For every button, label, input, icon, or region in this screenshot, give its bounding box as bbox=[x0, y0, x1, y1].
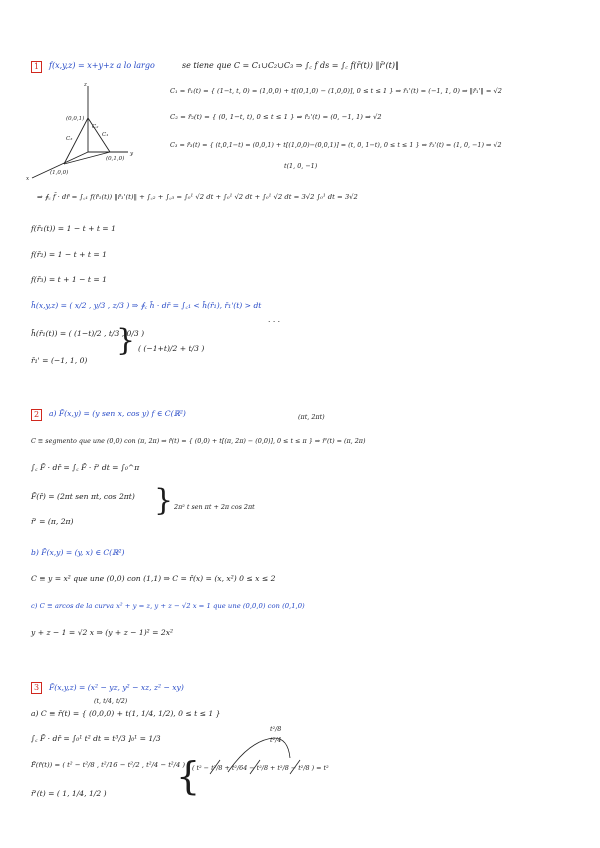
problem-3-integral: ∫꜀ F̄ · dr̄ = ∫₀¹ t² dt = t³/3 ]₀¹ = 1/3 bbox=[31, 734, 161, 743]
parabola-definition: C ≡ y = x² que une (0,0) con (1,1) ⇒ C = r̄(x) = (x, x²) 0 ≤ x ≤ 2 bbox=[31, 574, 276, 583]
problem-3-F-of-r: F̄(r̄(t)) = ( t² − t²/8 , t²/16 − t²/2 , t²/4 − t²/4 ) bbox=[31, 761, 186, 769]
segment-definition: C ≡ segmento que une (0,0) con (π, 2π) ⇒ r̄(t) = { (0,0) + t[(π, 2π) − (0,0)], 0 ≤ t ≤ π } ⇒ r̄'(t) = (π, 2π) bbox=[31, 437, 366, 445]
label-c2: C₂ bbox=[92, 124, 99, 130]
c1-definition: C₁ = r̄₁(t) = { (1−t, t, 0) = (1,0,0) + t[(0,1,0) − (1,0,0)], 0 ≤ t ≤ 1 } ⇒ r̄₁'(t) = (−1, 1, 0) ⇒ ‖r̄₁'‖ = √2 bbox=[170, 87, 502, 95]
line-integral-sum: ⇒ ∮꜀ f̄ · dr̄ = ∫꜀₁ f(r̄₁(t)) ‖r̄₁'(t)‖ + ∫꜀₂ + ∫꜀₃ = ∫₀¹ √2 dt + ∫₀¹ √2 dt + ∫₀¹ √2 dt = 3√2 ∫₀¹ dt = 3√2 bbox=[37, 193, 358, 201]
h-r1: h̄(r̄₁(t)) = ( (1−t)/2 , t/3 , 0/3 ) bbox=[31, 329, 145, 338]
label-c1: C₁ bbox=[102, 132, 109, 138]
brace-3: { bbox=[176, 754, 201, 798]
problem-2-number: 2 bbox=[31, 409, 42, 421]
c3-definition: C₃ = r̄₃(t) = { (t,0,1−t) = (0,0,1) + t[(1,0,0)−(0,0,1)] = (t, 0, 1−t), 0 ≤ t ≤ 1 } ⇒ r̄₃'(t) = (1, 0, −1) ⇒ √2 bbox=[170, 141, 502, 149]
curve-label-2: t²/4 bbox=[270, 736, 282, 744]
label-100: (1,0,0) bbox=[50, 170, 69, 176]
brace-1: } bbox=[116, 323, 136, 358]
cancel-slash-3 bbox=[290, 760, 300, 774]
r-prime: r̄' = (π, 2π) bbox=[31, 517, 74, 526]
problem-1-header: f(x,y,z) = x+y+z a lo largo bbox=[49, 61, 155, 70]
problem-3-top-note: (t, t/4, t/2) bbox=[94, 697, 128, 705]
brace-2: } bbox=[154, 483, 174, 518]
problem-2-part-b: b) F̄(x,y) = (y, x) ∈ C(ℝ²) bbox=[31, 548, 125, 557]
cancel-marks bbox=[190, 732, 350, 792]
edge-c1 bbox=[64, 152, 110, 164]
problem-3-number: 3 bbox=[31, 682, 42, 694]
c2-definition: C₂ = r̄₂(t) = { (0, 1−t, t), 0 ≤ t ≤ 1 } ⇒ r̄₂'(t) = (0, −1, 1) ⇒ √2 bbox=[170, 113, 382, 121]
brace-2-result: 2π² t sen πt + 2π cos 2πt bbox=[174, 503, 255, 511]
curve-connector bbox=[228, 738, 290, 772]
problem-2-part-a: a) F̄(x,y) = (y sen x, cos y) f ∈ C(ℝ²) bbox=[49, 409, 186, 418]
F-of-r: F̄(r̄) = (2πt sen πt, cos 2πt) bbox=[31, 492, 135, 501]
f-r2: f(r̄₂) = 1 − t + t = 1 bbox=[31, 250, 107, 259]
brace-1-result: ( (−1+t)/2 + t/3 ) bbox=[138, 344, 205, 353]
label-z: z bbox=[84, 82, 87, 88]
f-r1: f(r̄₁(t)) = 1 − t + t = 1 bbox=[31, 224, 116, 233]
label-001: (0,0,1) bbox=[66, 116, 85, 122]
label-010: (0,1,0) bbox=[106, 156, 125, 162]
r1-prime: r̄₁' = (−1, 1, 0) bbox=[31, 356, 88, 365]
h-definition: h̄(x,y,z) = ( x/2 , y/3 , z/3 ) ⇒ ∮꜀ h̄ · dr̄ = ∫꜀₁ < h̄(r̄₁), r̄₁'(t) > dt bbox=[31, 301, 262, 310]
label-y: y bbox=[130, 151, 134, 157]
curve-label-1: t²/8 bbox=[270, 725, 282, 733]
problem-3-header: F̄(x,y,z) = (x² − yz, y² − xz, z² − xy) bbox=[49, 683, 184, 692]
triangle-diagram bbox=[22, 78, 142, 188]
problem-1-number: 1 bbox=[31, 61, 42, 73]
part-c-line: y + z − 1 = √2 x ⇒ (y + z − 1)² = 2x² bbox=[31, 628, 174, 637]
label-c3: C₃ bbox=[66, 136, 73, 142]
problem-2-integral: ∫꜀ F̄ · dr̄ = ∫꜀ F̄ · r̄' dt = ∫₀^π bbox=[31, 463, 140, 472]
dots: . . . bbox=[268, 315, 281, 324]
brace-3-result: ( t² − t²/8 + t²/64 − t²/8 + t²/8 − t²/8 ) = t² bbox=[192, 764, 329, 772]
c3-note: t(1, 0, −1) bbox=[284, 162, 318, 170]
cancel-slash-2 bbox=[250, 760, 260, 774]
f-r3: f(r̄₃) = t + 1 − t = 1 bbox=[31, 275, 107, 284]
label-x: x bbox=[26, 176, 30, 182]
cancel-slash-1 bbox=[210, 760, 220, 774]
problem-3-r-prime: r̄'(t) = ( 1, 1/4, 1/2 ) bbox=[31, 789, 107, 798]
problem-3-part-a: a) C ≡ r̄(t) = { (0,0,0) + t(1, 1/4, 1/2), 0 ≤ t ≤ 1 } bbox=[31, 709, 221, 718]
problem-2-top-note: (πt, 2πt) bbox=[298, 413, 325, 421]
problem-2-part-c: c) C ≡ arcos de la curva x² + y = z, y + z − √2 x = 1 que une (0,0,0) con (0,1,0) bbox=[31, 602, 305, 610]
problem-1-statement: se tiene que C = C₁∪C₂∪C₃ ⇒ ∫꜀ f ds = ∫꜀ f(r̄(t)) ‖r̄'(t)‖ bbox=[182, 61, 399, 70]
